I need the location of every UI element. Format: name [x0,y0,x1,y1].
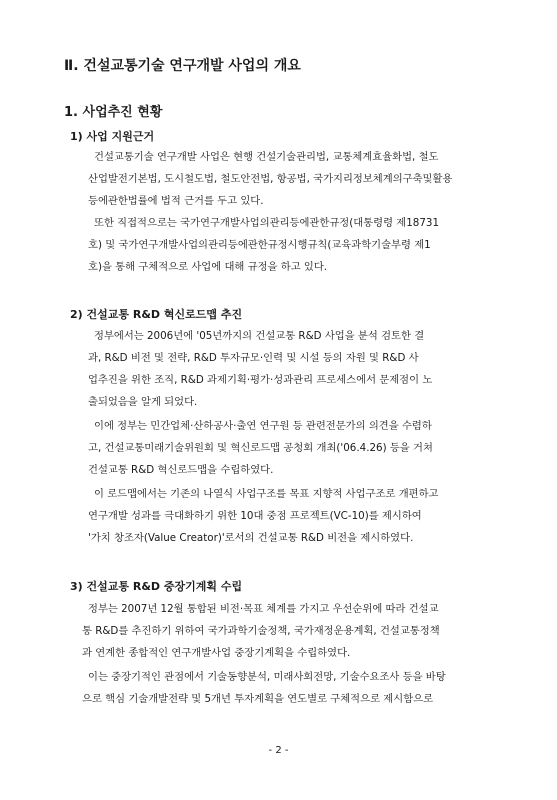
text-line: 호)을 통해 구체적으로 사업에 대해 규정을 하고 있다. [88,261,328,273]
subsection-title-1: 1) 사업 지원근거 [70,130,155,143]
chapter-title: Ⅱ. 건설교통기술 연구개발 사업의 개요 [64,58,301,74]
text-line: 이는 중장기적인 관점에서 기술동향분석, 미래사회전망, 기술수요조사 등을 바탕 [88,671,446,683]
paragraph-2-1 [88,325,508,413]
paragraph-2-3 [88,483,508,549]
text-line: 고, 건설교통미래기술위원회 및 혁신로드맵 공청회 개최('06.4.26) 등을 거쳐 [88,442,433,454]
text-line: 과, R&D 비전 및 전략, R&D 투자규모·인력 및 시설 등의 자원 및 R&D 사 [88,352,419,364]
paragraph-2-2 [88,415,508,481]
text-line: 업추진을 위한 조직, R&D 과제기획·평가·성과관리 프로세스에서 문제점이 노 [88,374,433,386]
text-line: 건설교통 R&D 혁신로드맵을 수립하였다. [88,464,274,476]
text-line: 정부에서는 2006년에 '05년까지의 건설교통 R&D 사업을 분석 검토한 결 [94,330,425,342]
text-line: 이에 정부는 민간업체·산하공사·출연 연구원 등 관련전문가의 의견을 수렴하 [94,420,432,432]
section-title: 1. 사업추진 현황 [64,105,163,120]
text-line: 연구개발 성과를 극대화하기 위한 10대 중점 프로젝트(VC-10)를 제시하여 [88,510,422,522]
text-line: 산업발전기본법, 도시철도법, 철도안전법, 항공법, 국가지리정보체계의구축및활용 [88,173,453,185]
text-line: 과 연계한 종합적인 연구개발사업 중장기계획을 수립하였다. [82,647,351,659]
text-line: 정부는 2007년 12월 통합된 비전·목표 체계를 가지고 우선순위에 따라 건설교 [88,603,439,615]
subsection-title-3: 3) 건설교통 R&D 중장기계획 수립 [70,580,243,593]
text-line: 호) 및 국가연구개발사업의관리등에관한규정시행규칙(교육과학기술부령 제1 [88,239,431,251]
paragraph-3-1 [82,598,508,664]
text-line: 등에관한법률에 법적 근거를 두고 있다. [88,195,264,207]
text-line: 건설교통기술 연구개발 사업은 현행 건설기술관리법, 교통체계효율화법, 철도 [94,151,439,163]
text-line: 출되었음을 알게 되었다. [88,396,198,408]
text-line: 으로 핵심 기술개발전략 및 5개년 투자계획을 연도별로 구체적으로 제시함으로 [82,693,434,705]
text-line: '가치 창조자(Value Creator)'로서의 건설교통 R&D 비전을 제시하였다. [88,532,414,544]
text-line: 또한 직접적으로는 국가연구개발사업의관리등에관한규정(대통령령 제18731 [94,217,439,229]
paragraph-3-2 [82,666,508,710]
subsection-title-2: 2) 건설교통 R&D 혁신로드맵 추진 [70,308,243,321]
text-line: 이 로드맵에서는 기존의 나열식 사업구조를 목표 지향적 사업구조로 개편하고 [94,488,439,500]
paragraph-1-2 [88,212,508,278]
text-line: 통 R&D를 추진하기 위하여 국가과학기술정책, 국가재정운용계획, 건설교통정책 [82,625,440,637]
paragraph-1-1 [88,146,508,212]
page-number: - 2 - [268,745,289,756]
